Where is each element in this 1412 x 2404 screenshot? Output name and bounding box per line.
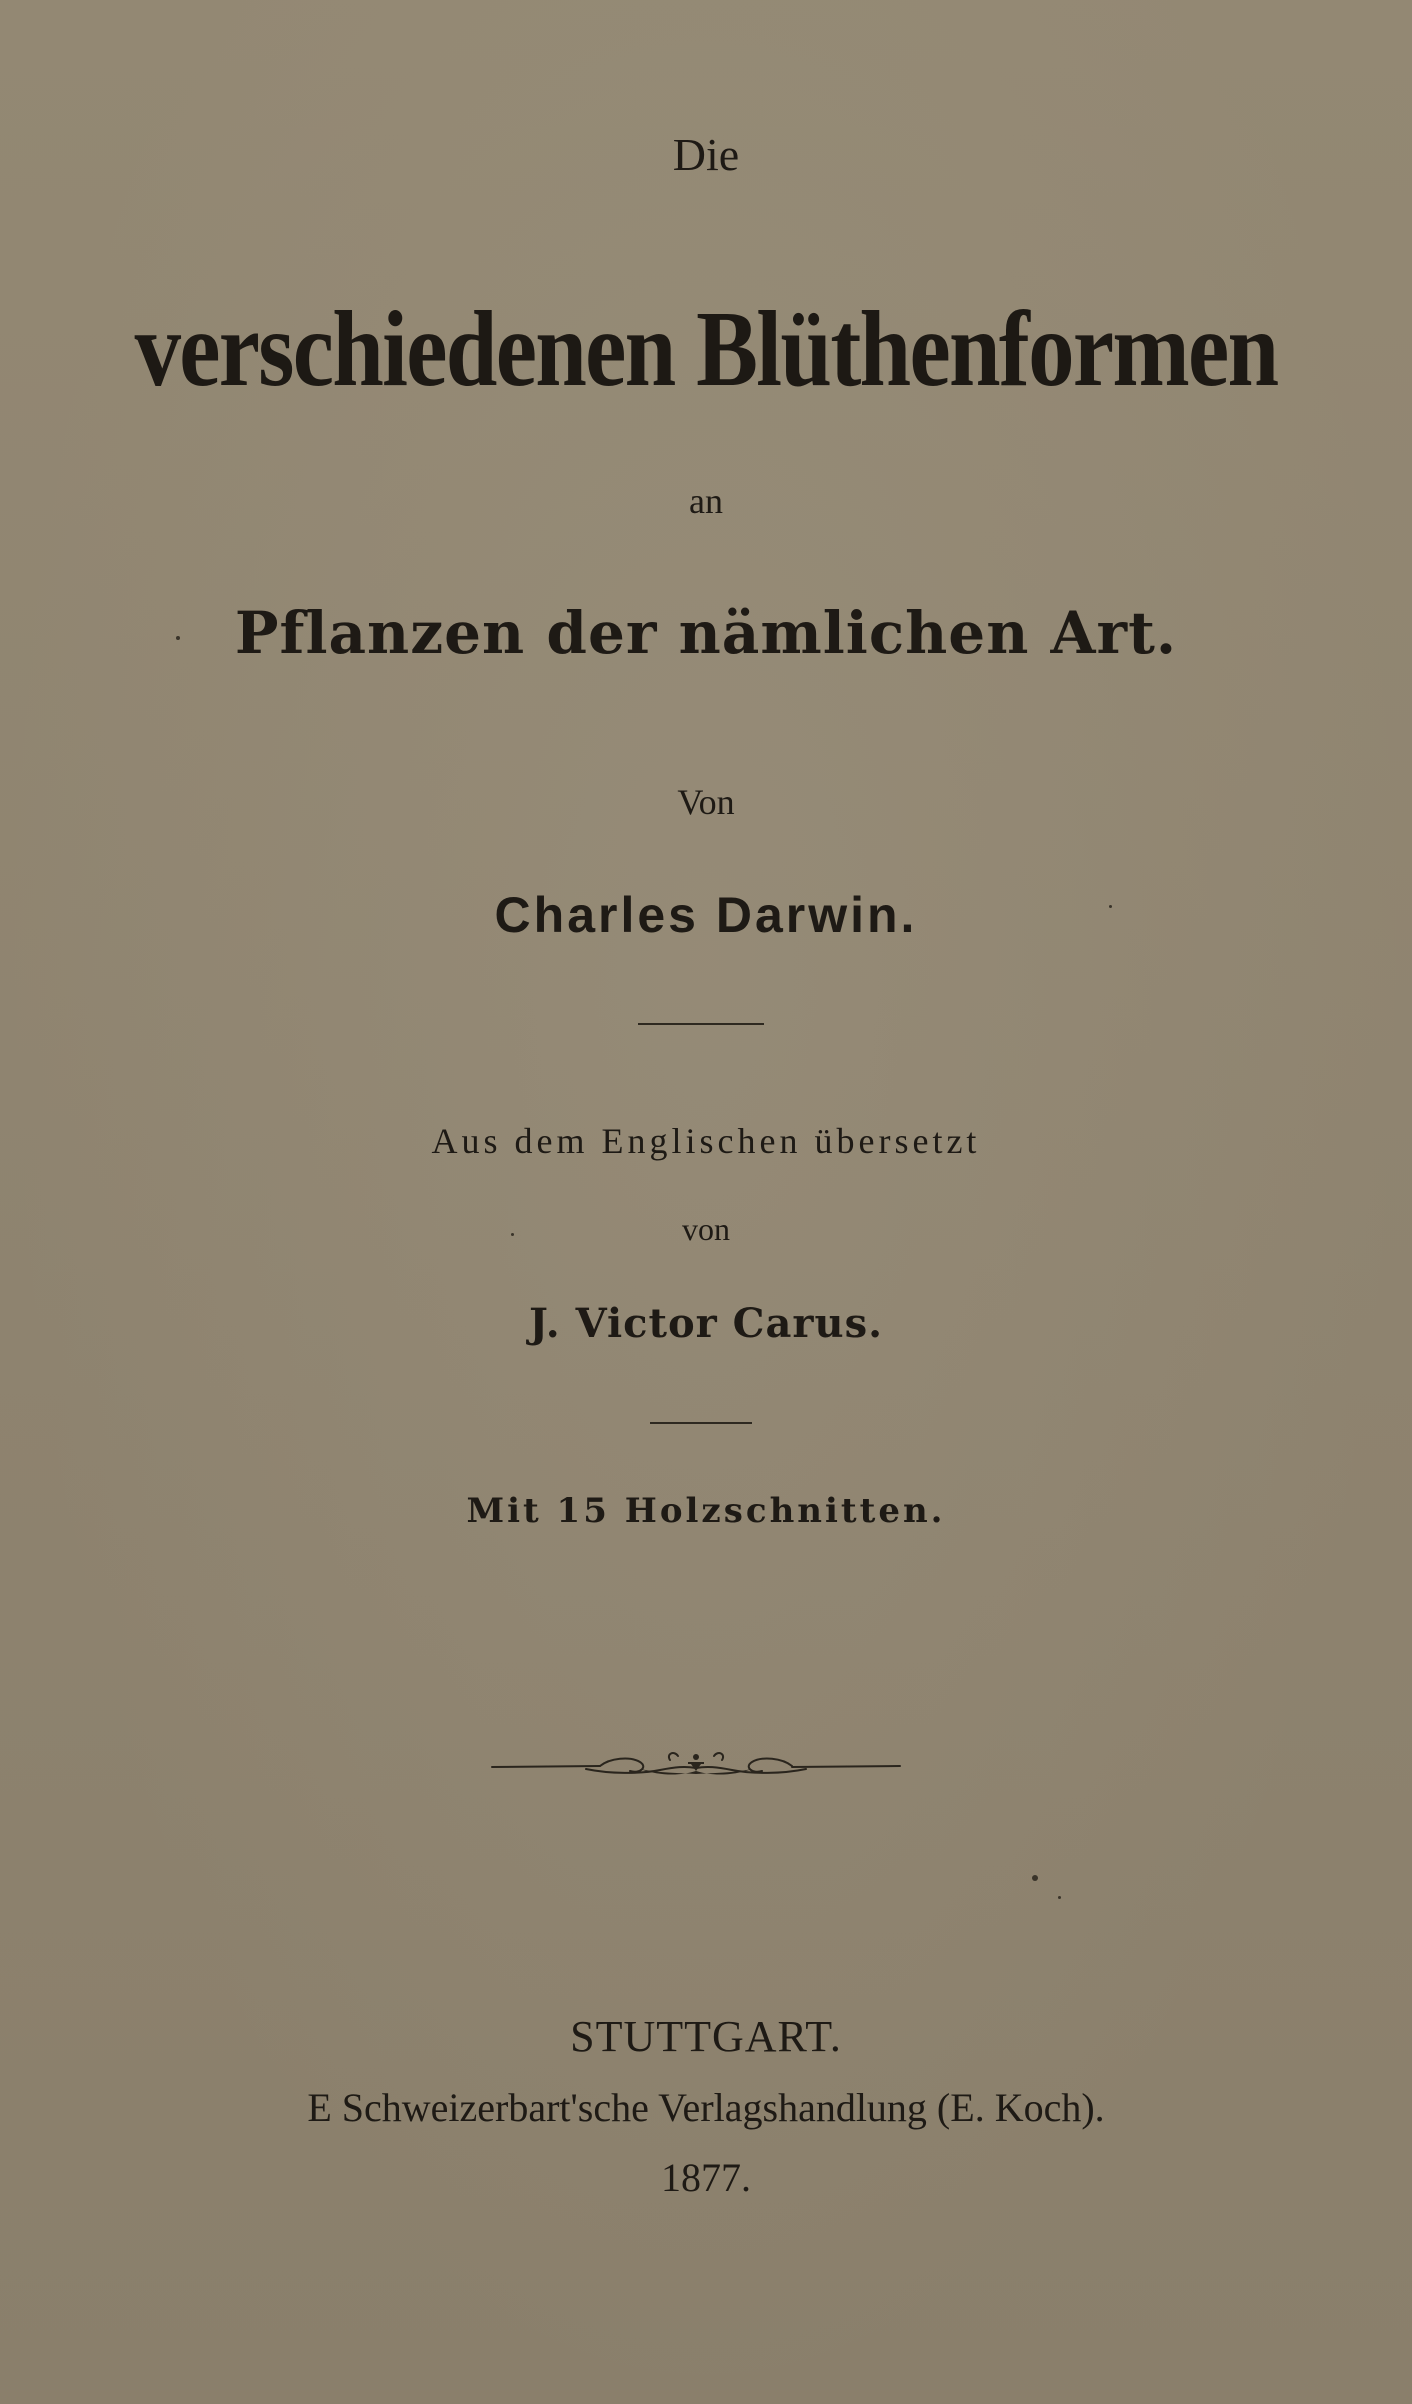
imprint-year: 1877. bbox=[661, 2155, 751, 2200]
divider-rule bbox=[650, 1422, 752, 1424]
title-article: Die bbox=[672, 129, 740, 180]
imprint-publisher: E Schweizerbart'sche Verlagshandlung (E. Koch). bbox=[307, 2085, 1105, 2130]
divider-rule bbox=[638, 1023, 764, 1025]
translation-note: Aus dem Englischen übersetzt bbox=[431, 1121, 981, 1161]
imprint-city: STUTTGART. bbox=[570, 2012, 842, 2061]
author-name: Charles Darwin. bbox=[494, 887, 918, 943]
by-label: Von bbox=[677, 782, 735, 822]
paper-speck bbox=[1058, 1896, 1061, 1899]
paper-speck bbox=[511, 1233, 514, 1236]
main-title: verschiedenen Blüthenformen bbox=[134, 290, 1278, 409]
decorative-flourish-icon bbox=[490, 1740, 902, 1790]
by-translator-label: von bbox=[682, 1211, 730, 1247]
title-preposition: an bbox=[689, 481, 723, 521]
paper-speck bbox=[1109, 905, 1112, 908]
paper-speck bbox=[176, 636, 180, 640]
translator-name: J. Victor Carus. bbox=[528, 1300, 884, 1347]
subtitle: Pflanzen der nämlichen Art. bbox=[234, 599, 1178, 667]
illustrations-note: Mit 15 Holzschnitten. bbox=[466, 1491, 946, 1531]
paper-speck bbox=[1032, 1875, 1038, 1881]
